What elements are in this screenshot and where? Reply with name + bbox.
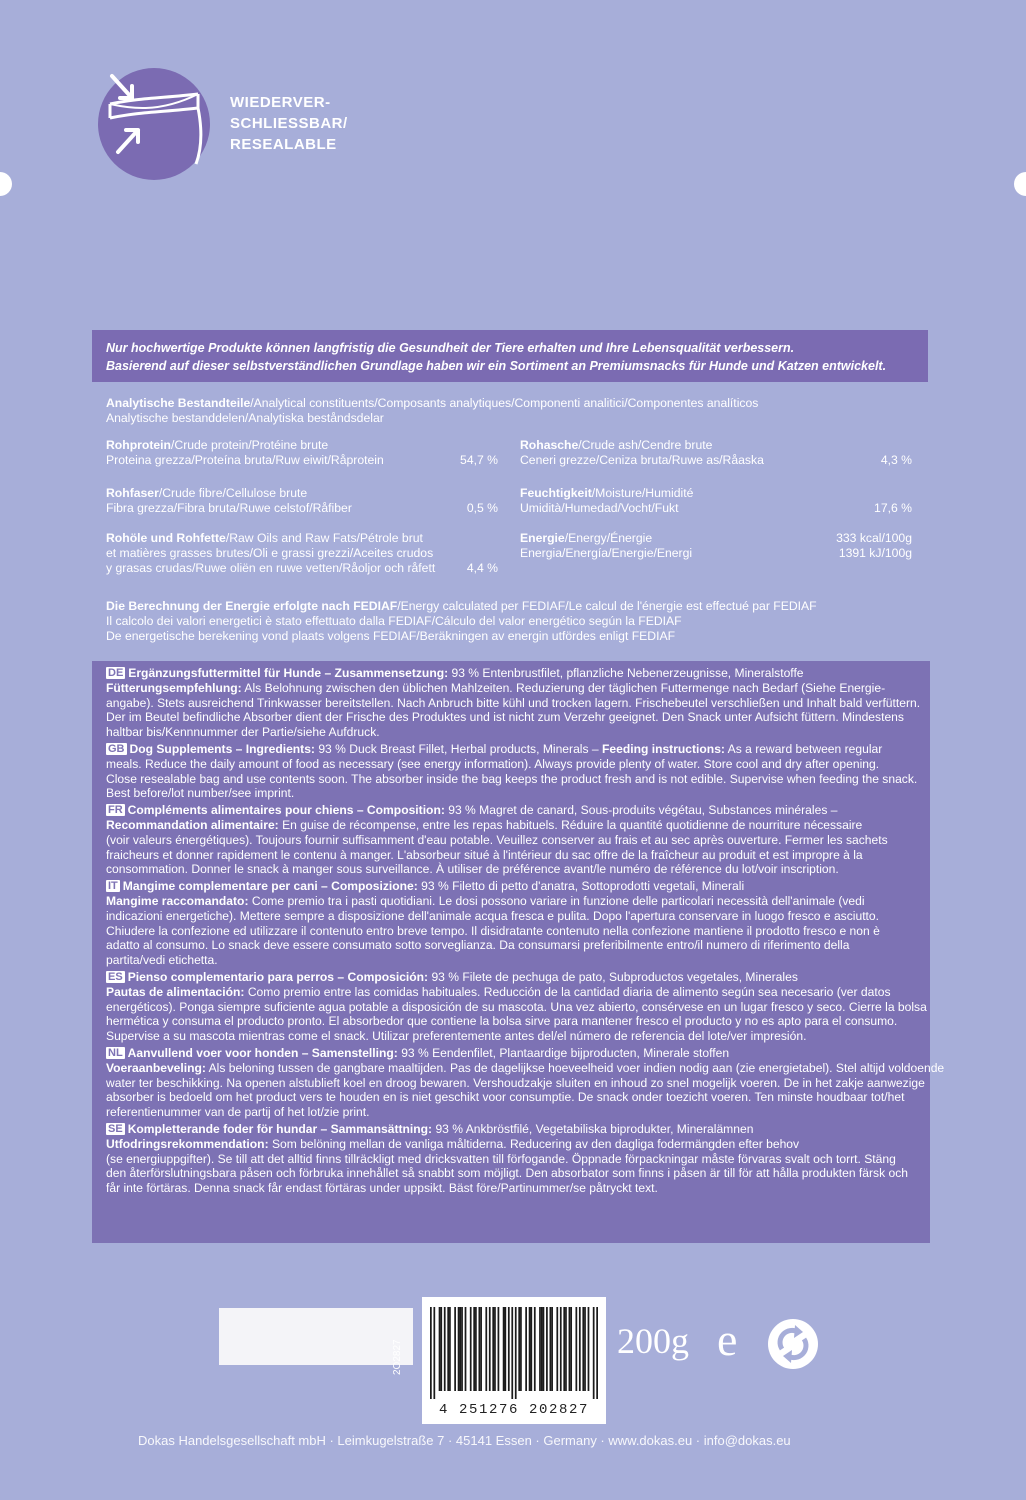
barcode-bar bbox=[588, 1307, 590, 1391]
nutrient-oils-fats bbox=[106, 531, 498, 576]
barcode-bar bbox=[560, 1307, 562, 1391]
recycle-arrows-icon bbox=[768, 1319, 818, 1369]
instruction-line bbox=[106, 1046, 918, 1061]
resealable-label bbox=[230, 92, 348, 155]
instruction-line bbox=[106, 695, 921, 711]
quality-banner bbox=[92, 330, 928, 382]
instruction-heading: Utfodringsrekommendation: bbox=[106, 1136, 269, 1151]
instruction-line bbox=[106, 909, 918, 924]
instruction-text: Der im Beutel befindliche Absorber dient der Frische des Produktes und ist nicht zum Verzehr geeignet. Den Snack unter Aufsicht füttern. Mindestens bbox=[106, 710, 904, 725]
analysis-heading-rest: /Analytical constituents/Composants analytiques/Componenti analitici/Componentes analíticos bbox=[250, 396, 759, 410]
instruction-text: hermética y consuma el producto pronto. El absorbedor que contiene la bolsa sirve para mantener fresco el producto y no es apto para el consumo. bbox=[106, 1014, 898, 1029]
language-code-badge: GB bbox=[108, 742, 125, 755]
instruction-text: 93 % Magret de canard, Sous-produits végétau, Substances minérales – bbox=[444, 803, 838, 818]
fediaf-bold: Die Berechnung der Energie erfolgte nach FEDIAF bbox=[106, 599, 398, 613]
barcode-bar bbox=[459, 1307, 461, 1391]
instruction-text: Come premio tra i pasti quotidiani. Le dosi possono variare in funzione delle particolari necessità dell'animale (vedi bbox=[248, 893, 865, 908]
nutrient-translations: /Crude fibre/Cellulose brute bbox=[158, 486, 308, 500]
instruction-text: får inte förtäras. Denna snack får endast förtäras under uppsikt. Bäst före/Partinummer/se påtryckt text. bbox=[106, 1181, 658, 1196]
nutrient-value: 54,7 % bbox=[460, 453, 498, 467]
language-blocks bbox=[106, 666, 945, 1198]
instruction-line bbox=[106, 818, 918, 833]
instruction-line bbox=[106, 1166, 918, 1181]
barcode bbox=[422, 1297, 606, 1424]
barcode-bar bbox=[498, 1307, 500, 1391]
instruction-heading: Voeraanbeveling: bbox=[106, 1060, 206, 1075]
instruction-line bbox=[106, 999, 927, 1015]
instruction-line bbox=[106, 681, 918, 696]
nutrient-translations-2: Ceneri grezze/Ceniza bruta/Ruwe as/Råaska bbox=[520, 453, 764, 467]
instruction-line bbox=[106, 985, 918, 1000]
language-code-badge: SE bbox=[108, 1122, 123, 1135]
barcode-bar bbox=[504, 1307, 506, 1391]
instruction-heading: Recommandation alimentaire: bbox=[106, 817, 279, 832]
barcode-bar bbox=[593, 1307, 595, 1399]
language-block-se bbox=[106, 1122, 918, 1196]
instruction-text: Supervise a su mascota mientras come el snack. Utilizar preferentemente antes del/el número de referencia del lote/ver impresión. bbox=[106, 1029, 807, 1044]
language-block-nl bbox=[106, 1045, 945, 1120]
instruction-text: angabe). Stets ausreichend Trinkwasser bereitstellen. Nach Anbruch bitte kühl und trocken lagern. Frischebeutel verschließen und Inhalt bald verfüttern. bbox=[106, 695, 921, 710]
instruction-line bbox=[106, 924, 918, 939]
barcode-bar bbox=[485, 1307, 487, 1391]
nutrient-crude-ash bbox=[520, 438, 912, 468]
barcode-bar bbox=[470, 1307, 472, 1391]
barcode-bar bbox=[458, 1307, 460, 1391]
instruction-text: (voir valeurs énergétiques). Toujours fournir suffisamment d'eau potable. Veuillez conserver au frais et au sec après ouverture. Fermer les sachets bbox=[106, 832, 888, 847]
instruction-line bbox=[106, 938, 918, 953]
barcode-bar bbox=[569, 1307, 571, 1391]
barcode-bar bbox=[449, 1307, 451, 1391]
fediaf-rest: /Energy calculated per FEDIAF/Le calcul de l'énergie est effectué par FEDIAF bbox=[397, 599, 817, 613]
nutrient-energy bbox=[520, 531, 912, 561]
instruction-line bbox=[106, 1029, 918, 1044]
nutrient-translations: /Energy/Énergie bbox=[564, 531, 653, 545]
instruction-text: water ter beschikking. Na openen alstublieft koel en droog bewaren. Vershoudzakje sluiten en inhoud zo snel mogelijk voeren. De in het zakje aanwezige bbox=[106, 1075, 925, 1090]
language-code-badge: DE bbox=[108, 667, 124, 679]
instruction-line bbox=[106, 970, 918, 985]
instruction-heading: Feeding instructions: bbox=[601, 741, 725, 756]
instruction-text: Close resealable bag and use contents soon. The absorber inside the bag keeps the product fresh and is not edible. Supervise when feeding the snack. bbox=[106, 771, 918, 786]
barcode-bar bbox=[565, 1307, 567, 1391]
barcode-bar bbox=[530, 1307, 532, 1391]
instruction-line bbox=[106, 666, 918, 681]
instruction-heading: Dog Supplements – Ingredients: bbox=[129, 741, 315, 756]
nutrient-value: 4,3 % bbox=[880, 453, 912, 467]
nutrient-translations: /Crude ash/Cendre brute bbox=[578, 438, 713, 452]
multilingual-instructions bbox=[92, 661, 945, 1243]
barcode-bar bbox=[454, 1307, 456, 1391]
barcode-bar bbox=[444, 1307, 446, 1391]
barcode-bar bbox=[475, 1307, 477, 1391]
barcode-bar bbox=[518, 1307, 520, 1391]
barcode-bar bbox=[546, 1307, 548, 1391]
nutrient-name: Rohprotein bbox=[106, 438, 171, 452]
instruction-line bbox=[106, 1060, 945, 1076]
instruction-text: En guise de récompense, entre les repas habituels. Réduire la quantité quotidienne de nourriture nécessaire bbox=[278, 817, 863, 832]
instruction-line bbox=[106, 1152, 918, 1167]
instruction-text: absorber is bedoeld om het product vers te houden en is niet geschikt voor consumptie. De snack onder toezicht voeren. Ten minste houdbaar tot/het bbox=[106, 1090, 905, 1105]
instruction-line bbox=[106, 1122, 918, 1137]
instruction-heading: Compléments alimentaires pour chiens – Composition: bbox=[127, 803, 445, 818]
instruction-text: adatto al consumo. Lo snack deve essere consumato sotto sorveglianza. Da consumarsi preferibilmente entro/il numero di riferimento della bbox=[106, 938, 850, 953]
nutrient-translations-2: et matières grasses brutes/Oli e grassi grezzi/Aceites crudos bbox=[106, 546, 434, 560]
instruction-text: (se energiuppgifter). Se till att det alltid finns tillräckligt med dricksvatten till förfogande. Öppnade förpackningar måste förvaras svalt och torrt. Stäng bbox=[106, 1151, 896, 1166]
instruction-text: haltbar bis/Kennnummer der Partie/siehe Aufdruck. bbox=[106, 725, 380, 740]
instruction-line bbox=[106, 772, 918, 787]
instruction-text: indicazioni energetiche). Mettere sempre a disposizione dell'animale acqua fresca e pulita. Dopo l'apertura conservare in luogo fresco e asciutto. bbox=[106, 908, 879, 923]
resealable-line-1: WIEDERVER- bbox=[230, 94, 331, 111]
nutrient-value: 4,4 % bbox=[466, 561, 498, 575]
nutrient-name: Rohöle und Rohfette bbox=[106, 531, 226, 545]
lot-number-field bbox=[219, 1308, 413, 1365]
nutrient-crude-protein bbox=[106, 438, 498, 468]
barcode-bar bbox=[534, 1307, 536, 1391]
nutrient-translations: /Raw Oils and Raw Fats/Pétrole brut bbox=[225, 531, 423, 545]
instruction-heading: Pienso complementario para perros – Composición: bbox=[127, 969, 429, 984]
instruction-line bbox=[106, 862, 918, 877]
instruction-line bbox=[106, 757, 918, 772]
instruction-line bbox=[106, 1105, 918, 1120]
barcode-bar bbox=[584, 1307, 586, 1391]
instruction-text: Als Belohnung zwischen den üblichen Mahlzeiten. Reduzierung der täglichen Futtermenge nach Bedarf (Siehe Energie- bbox=[241, 680, 886, 695]
barcode-bar bbox=[515, 1307, 517, 1399]
resealable-line-2: SCHLIESSBAR/ bbox=[230, 115, 348, 132]
nutrient-crude-fibre bbox=[106, 486, 498, 516]
barcode-bar bbox=[582, 1307, 584, 1391]
instruction-heading: Mangime complementare per cani – Composizione: bbox=[122, 879, 418, 894]
barcode-bar bbox=[551, 1307, 553, 1391]
nutrient-translations: /Moisture/Humidité bbox=[591, 486, 694, 500]
barcode-bar bbox=[480, 1307, 482, 1391]
analysis-heading bbox=[106, 396, 926, 426]
instruction-heading: Ergänzungsfuttermittel für Hunde – Zusammensetzung: bbox=[128, 666, 449, 680]
language-block-it bbox=[106, 879, 918, 968]
barcode-bar bbox=[570, 1307, 572, 1391]
nutrient-name: Feuchtigkeit bbox=[520, 486, 592, 500]
instruction-text: Som belöning mellan de vanliga måltiderna. Reducering av den dagliga fodermängden efter behov bbox=[268, 1136, 800, 1151]
barcode-bar bbox=[447, 1307, 449, 1391]
recycle-badge bbox=[768, 1319, 818, 1369]
instruction-line bbox=[106, 848, 918, 863]
barcode-number: 4 251276 202827 bbox=[438, 1402, 590, 1418]
instruction-text: 93 % Eendenfilet, Plantaardige bijproducten, Minerale stoffen bbox=[397, 1045, 730, 1060]
nutrient-value: 17,6 % bbox=[874, 501, 912, 515]
instruction-text: den återförslutningsbara påsen och förbruka innehållet så snabbt som möjligt. Den absorbator som finns i påsen är till för att hålla produkten färsk och bbox=[106, 1166, 908, 1181]
instruction-line bbox=[106, 710, 918, 725]
nutrient-translations-2: Umidità/Humedad/Vocht/Fukt bbox=[520, 501, 679, 515]
instruction-heading: Fütterungsempfehlung: bbox=[106, 680, 242, 695]
reseal-circle bbox=[98, 68, 210, 180]
instruction-text: referentienummer van de partij of het lot/zie print. bbox=[106, 1105, 370, 1120]
barcode-bar bbox=[489, 1307, 491, 1391]
barcode-bar bbox=[550, 1307, 552, 1391]
barcode-bars bbox=[430, 1307, 598, 1399]
barcode-bar bbox=[508, 1307, 510, 1391]
barcode-bar bbox=[492, 1307, 494, 1391]
nutrient-name: Energie bbox=[520, 531, 565, 545]
nutrient-translations-2: Fibra grezza/Fibra bruta/Ruwe celstof/Råfiber bbox=[106, 501, 352, 515]
nutrient-translations-2: Proteina grezza/Proteína bruta/Ruw eiwit/Råprotein bbox=[106, 453, 384, 467]
instruction-line bbox=[106, 1014, 918, 1029]
instruction-heading: Kompletterande foder för hundar – Sammansättning: bbox=[127, 1121, 433, 1136]
instruction-line bbox=[106, 786, 918, 801]
instruction-line bbox=[106, 879, 918, 894]
barcode-bar bbox=[543, 1307, 545, 1391]
barcode-bar bbox=[525, 1307, 527, 1391]
barcode-bar bbox=[478, 1307, 480, 1391]
banner-line-2: Basierend auf dieser selbstverständlichen Grundlage haben wir ein Sortiment an Premiumsnacks für Hunde und Katzen entwickelt. bbox=[106, 359, 887, 373]
fediaf-line2: Il calcolo dei valori energetici è stato effettuato dalla FEDIAF/Cálculo del valor energético según la FEDIAF bbox=[106, 614, 682, 628]
instruction-text: As a reward between regular bbox=[724, 741, 883, 756]
analysis-heading-bold: Analytische Bestandteile bbox=[106, 396, 251, 410]
nutrient-name: Rohfaser bbox=[106, 486, 159, 500]
instruction-text: energéticos). Ponga siempre suficiente agua potable a disposición de su mascota. Una vez abierto, consérvese en un lugar fresco y seco. Cierre la bolsa bbox=[106, 999, 927, 1014]
barcode-bar bbox=[473, 1307, 475, 1391]
resealable-badge bbox=[98, 68, 428, 178]
language-block-gb bbox=[106, 742, 918, 801]
resealable-line-3: RESEALABLE bbox=[230, 136, 337, 153]
instruction-line bbox=[106, 803, 918, 818]
barcode-bar bbox=[520, 1307, 522, 1391]
instruction-text: 93 % Entenbrustfilet, pflanzliche Nebenerzeugnisse, Mineralstoffe bbox=[448, 666, 804, 680]
side-code: 2O2827 bbox=[392, 1339, 403, 1375]
barcode-bar bbox=[433, 1307, 435, 1399]
nutrient-translations-3: y grasas crudas/Ruwe oliën en ruwe vetten/Råoljor och råfett bbox=[106, 561, 436, 575]
barcode-bar bbox=[596, 1307, 598, 1399]
instruction-text: partita/vedi etichetta. bbox=[106, 953, 218, 968]
language-block-es bbox=[106, 969, 927, 1044]
instruction-line bbox=[106, 833, 918, 848]
instruction-line bbox=[106, 725, 918, 740]
barcode-bar bbox=[465, 1307, 467, 1391]
nutrient-value: 0,5 % bbox=[466, 501, 498, 515]
instruction-text: consommation. Donner le snack à manger sous surveillance. À utiliser de préférence avant/le numéro de référence du lot/voir inscription. bbox=[106, 862, 839, 877]
instruction-text: meals. Reduce the daily amount of food as necessary (see energy information). Always provide plenty of water. Store cool and dry after opening. bbox=[106, 756, 880, 771]
language-code-badge: ES bbox=[108, 970, 123, 983]
instruction-line bbox=[106, 742, 918, 757]
nutrient-translations: /Crude protein/Protéine brute bbox=[171, 438, 329, 452]
instruction-line bbox=[106, 1090, 918, 1105]
barcode-bar bbox=[439, 1307, 441, 1391]
net-weight: 200g bbox=[617, 1321, 689, 1361]
instruction-line bbox=[106, 1181, 918, 1196]
instruction-text: Als beloning tussen de gangbare maaltijden. Pas de dagelijkse hoeveelheid voer indien nodig aan (zie energietabel). Stel altijd voldoende bbox=[205, 1060, 945, 1075]
language-code-badge: FR bbox=[108, 804, 123, 817]
instruction-text: 93 % Duck Breast Fillet, Herbal products, Minerals – bbox=[314, 741, 602, 756]
estimated-sign: e bbox=[717, 1314, 738, 1365]
barcode-bar bbox=[461, 1307, 463, 1391]
instruction-text: Chiudere la confezione ed utilizzare il contenuto entro breve tempo. Il disidratante contenuto nella confezione mantiene il prodotto fresco e non è bbox=[106, 923, 880, 938]
language-block-de bbox=[106, 666, 921, 740]
nutrient-value-kcal: 333 kcal/100g bbox=[836, 531, 912, 545]
instruction-text: Best before/lot number/see imprint. bbox=[106, 786, 295, 801]
fediaf-line3: De energetische berekening vond plaats volgens FEDIAF/Beräkningen av energin utfördes enligt FEDIAF bbox=[106, 629, 676, 643]
instruction-text: 93 % Filete de pechuga de pato, Subproductos vegetales, Minerales bbox=[428, 969, 798, 984]
hang-notch-left bbox=[0, 172, 12, 196]
barcode-bar bbox=[503, 1307, 505, 1391]
nutrient-name: Rohasche bbox=[520, 438, 579, 452]
instruction-text: 93 % Ankbröstfilé, Vegetabiliska biprodukter, Mineralämnen bbox=[432, 1121, 754, 1136]
instruction-line bbox=[106, 1075, 925, 1091]
company-address: Dokas Handelsgesellschaft mbH · Leimkugelstraße 7 · 45141 Essen · Germany · www.dokas.eu · info@dokas.eu bbox=[138, 1433, 791, 1448]
nutrient-moisture bbox=[520, 486, 912, 516]
barcode-bar bbox=[529, 1307, 531, 1391]
barcode-bar bbox=[556, 1307, 558, 1391]
instruction-heading: Pautas de alimentación: bbox=[106, 984, 245, 999]
barcode-bar bbox=[494, 1307, 496, 1391]
language-block-fr bbox=[106, 803, 918, 877]
instruction-heading: Aanvullend voer voor honden – Samenstelling: bbox=[127, 1045, 398, 1060]
barcode-bar bbox=[579, 1307, 581, 1391]
instruction-text: Como premio entre las comidas habituales. Reducción de la cantidad diaria de alimento según sea necesario (ver datos bbox=[244, 984, 891, 999]
instruction-line bbox=[106, 1137, 918, 1152]
instruction-text: fraicheurs et donner rapidement le contenu à manger. L'absorbeur situé à l'intérieur du sac offre de la fraîcheur au produit et est impropre à la bbox=[106, 847, 863, 862]
barcode-bar bbox=[440, 1307, 442, 1391]
hang-notch-right bbox=[1014, 172, 1026, 196]
barcode-bar bbox=[539, 1307, 541, 1391]
energy-calculation-note bbox=[106, 599, 817, 644]
barcode-bar bbox=[511, 1307, 513, 1399]
nutrient-value-kj: 1391 kJ/100g bbox=[838, 546, 912, 560]
barcode-bar bbox=[575, 1307, 577, 1391]
instruction-text: 93 % Filetto di petto d'anatra, Sottoprodotti vegetali, Minerali bbox=[417, 879, 745, 894]
banner-line-1: Nur hochwertige Produkte können langfristig die Gesundheit der Tiere erhalten und Ihre Lebensqualität verbessern. bbox=[106, 341, 795, 355]
analysis-heading-line2: Analytische bestanddelen/Analytiska beståndsdelar bbox=[106, 411, 384, 425]
barcode-bar bbox=[430, 1307, 432, 1399]
instruction-heading: Mangime raccomandato: bbox=[106, 893, 249, 908]
analytical-constituents bbox=[106, 396, 926, 643]
instruction-line bbox=[106, 894, 918, 909]
nutrient-translations-2: Energia/Energía/Energie/Energi bbox=[520, 546, 693, 560]
language-code-badge: NL bbox=[108, 1046, 123, 1059]
language-code-badge: IT bbox=[108, 880, 118, 893]
barcode-bar bbox=[541, 1307, 543, 1391]
barcode-bar bbox=[563, 1307, 565, 1391]
reseal-zipper-icon bbox=[98, 68, 210, 180]
instruction-line bbox=[106, 953, 918, 968]
